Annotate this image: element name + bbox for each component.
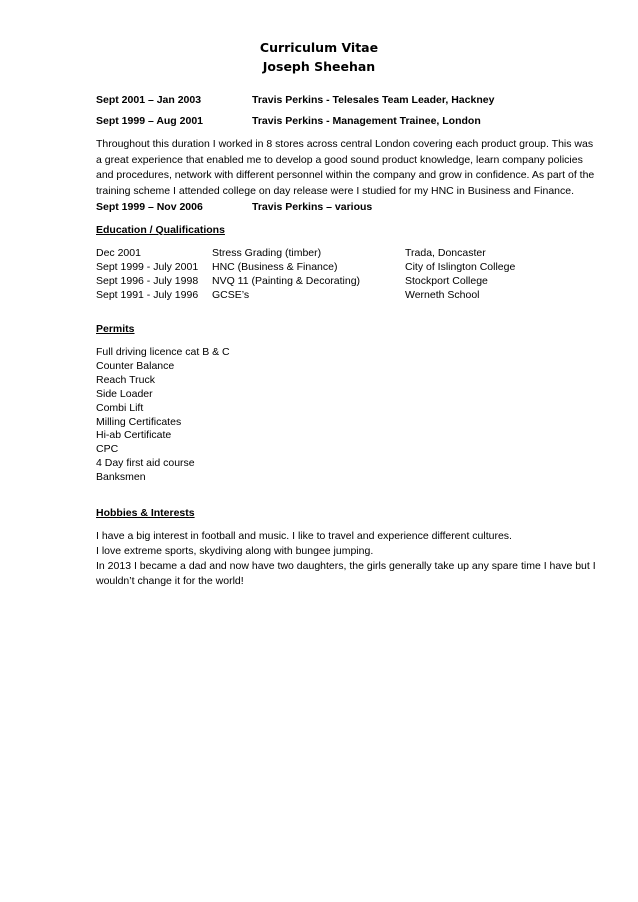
hobbies-line: I love extreme sports, skydiving along with bungee jumping. (96, 545, 374, 557)
description-line: training scheme I attended college on day release were I studied for my HNC in Business and Finance. (96, 184, 575, 197)
job-dates: Sept 2001 – Jan 2003 (96, 94, 202, 106)
description-line: a great experience that enabled me to develop a good sound product knowledge, learn company policies (96, 153, 583, 166)
education-qualification: NVQ 11 (Painting & Decorating) (212, 275, 361, 287)
education-heading: Education / Qualifications (96, 224, 225, 236)
permits-heading: Permits (96, 323, 135, 335)
list-item: Counter Balance (96, 359, 175, 372)
hobbies-line: I have a big interest in football and music. I like to travel and experience different cultures. (96, 530, 512, 542)
applicant-name: Joseph Sheehan (262, 59, 376, 74)
description-line: and procedures, network with different personnel within the company and grow in confidence. As part of the (96, 169, 595, 181)
education-date: Sept 1996 - July 1998 (96, 275, 199, 287)
list-item: Full driving licence cat B & C (96, 346, 230, 358)
education-date: Dec 2001 (96, 247, 141, 259)
hobbies-heading: Hobbies & Interests (96, 507, 195, 519)
hobbies-line: In 2013 I became a dad and now have two daughters, the girls generally take up any spare time I have but I (96, 560, 596, 572)
education-institution: Werneth School (405, 289, 480, 301)
description-line: Throughout this duration I worked in 8 stores across central London covering each product group. This was (96, 138, 594, 150)
experience-description (96, 137, 595, 199)
list-item: Combi Lift (96, 401, 144, 414)
permits-list (96, 346, 230, 485)
education-qualification: Stress Grading (timber) (212, 247, 322, 259)
list-item: Banksmen (96, 471, 146, 484)
list-item: Reach Truck (96, 373, 155, 386)
job-title: Travis Perkins - Telesales Team Leader, Hackney (252, 94, 495, 106)
job-dates: Sept 1999 – Nov 2006 (96, 201, 203, 213)
cv-header (0, 38, 638, 76)
job-title: Travis Perkins - Management Trainee, London (252, 115, 481, 127)
list-item: 4 Day first aid course (96, 457, 195, 470)
job-dates: Sept 1999 – Aug 2001 (96, 115, 203, 127)
document-title: Curriculum Vitae (259, 40, 379, 55)
education-institution: Stockport College (405, 275, 488, 287)
education-qualification: HNC (Business & Finance) (212, 261, 338, 273)
education-qualification: GCSE’s (212, 289, 250, 301)
education-date: Sept 1991 - July 1996 (96, 289, 199, 301)
list-item: Hi-ab Certificate (96, 429, 172, 442)
list-item: Milling Certificates (96, 415, 182, 428)
list-item: Side Loader (96, 387, 153, 400)
list-item: CPC (96, 443, 119, 456)
education-institution: Trada, Doncaster (405, 247, 486, 259)
education-date: Sept 1999 - July 2001 (96, 261, 199, 273)
hobbies-line: wouldn’t change it for the world! (96, 575, 244, 587)
education-institution: City of Islington College (405, 261, 516, 273)
hobbies-text (96, 529, 596, 589)
job-title: Travis Perkins – various (252, 201, 373, 213)
